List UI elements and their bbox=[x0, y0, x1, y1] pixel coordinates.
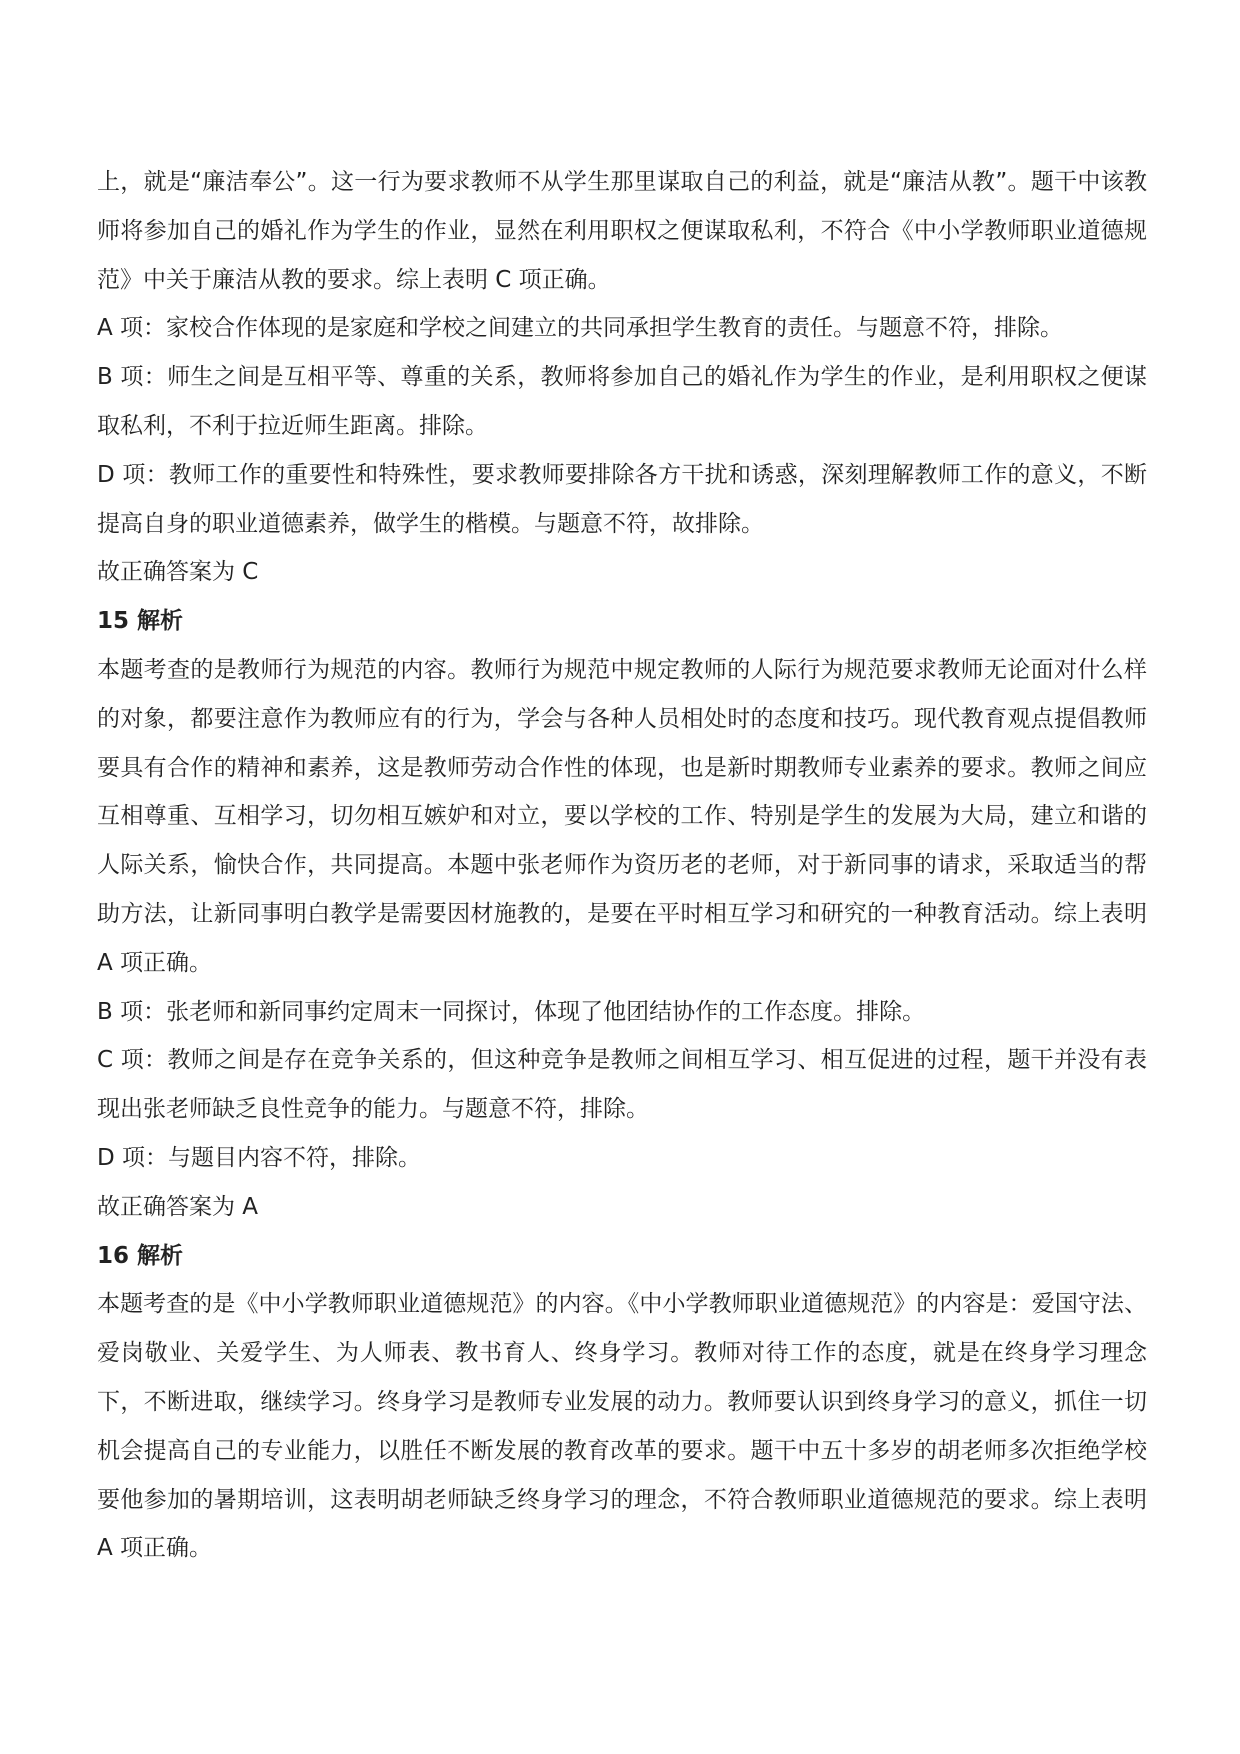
q16-heading: 16 解析 bbox=[97, 1242, 184, 1269]
page-content bbox=[97, 158, 1147, 1573]
q15-option-c-analysis: C 项：教师之间是存在竞争关系的，但这种竞争是教师之间相互学习、相互促进的过程，题干并没有表现出张老师缺乏良性竞争的能力。与题意不符，排除。 bbox=[97, 1047, 1147, 1123]
q15-heading: 15 解析 bbox=[97, 608, 184, 635]
q14-conclusion-paragraph: 上，就是“廉洁奉公”。这一行为要求教师不从学生那里谋取自己的利益，就是“廉洁从教”。题干中该教师将参加自己的婚礼作为学生的作业，显然在利用职权之便谋取私利，不符合《中小学教师职业道德规范》中关于廉洁从教的要求。综上表明 C 项正确。 bbox=[97, 169, 1147, 293]
q15-option-b-analysis: B 项：张老师和新同事约定周末一同探讨，体现了他团结协作的工作态度。排除。 bbox=[97, 998, 926, 1025]
q14-option-b-analysis: B 项：师生之间是互相平等、尊重的关系，教师将参加自己的婚礼作为学生的作业，是利用职权之便谋取私利，不利于拉近师生距离。排除。 bbox=[97, 364, 1147, 439]
q15-answer: 故正确答案为 A bbox=[97, 1193, 259, 1220]
q16-main-paragraph: 本题考查的是《中小学教师职业道德规范》的内容。《中小学教师职业道德规范》的内容是：爱国守法、爱岗敬业、关爱学生、为人师表、教书育人、终身学习。教师对待工作的态度，就是在终身学习理念下，不断进取，继续学习。终身学习是教师专业发展的动力。教师要认识到终身学习的意义，抓住一切机会提高自己的专业能力，以胜任不断发展的教育改革的要求。题干中五十多岁的胡老师多次拒绝学校要他参加的暑期培训，这表明胡老师缺乏终身学习的理念，不符合教师职业道德规范的要求。综上表明 A 项正确。 bbox=[97, 1291, 1147, 1562]
q15-option-d-analysis: D 项：与题目内容不符，排除。 bbox=[97, 1144, 422, 1171]
q14-answer: 故正确答案为 C bbox=[97, 559, 259, 586]
q14-option-a-analysis: A 项：家校合作体现的是家庭和学校之间建立的共同承担学生教育的责任。与题意不符，排除。 bbox=[97, 315, 1064, 342]
q15-main-paragraph: 本题考查的是教师行为规范的内容。教师行为规范中规定教师的人际行为规范要求教师无论面对什么样的对象，都要注意作为教师应有的行为，学会与各种人员相处时的态度和技巧。现代教育观点提倡教师要具有合作的精神和素养，这是教师劳动合作性的体现，也是新时期教师专业素养的要求。教师之间应互相尊重、互相学习，切勿相互嫉妒和对立，要以学校的工作、特别是学生的发展为大局，建立和谐的人际关系，愉快合作，共同提高。本题中张老师作为资历老的老师，对于新同事的请求，采取适当的帮助方法，让新同事明白教学是需要因材施教的，是要在平时相互学习和研究的一种教育活动。综上表明 A 项正确。 bbox=[97, 656, 1147, 976]
q14-option-d-analysis: D 项：教师工作的重要性和特殊性，要求教师要排除各方干扰和诱惑，深刻理解教师工作的意义，不断提高自身的职业道德素养，做学生的楷模。与题意不符，故排除。 bbox=[97, 461, 1147, 537]
